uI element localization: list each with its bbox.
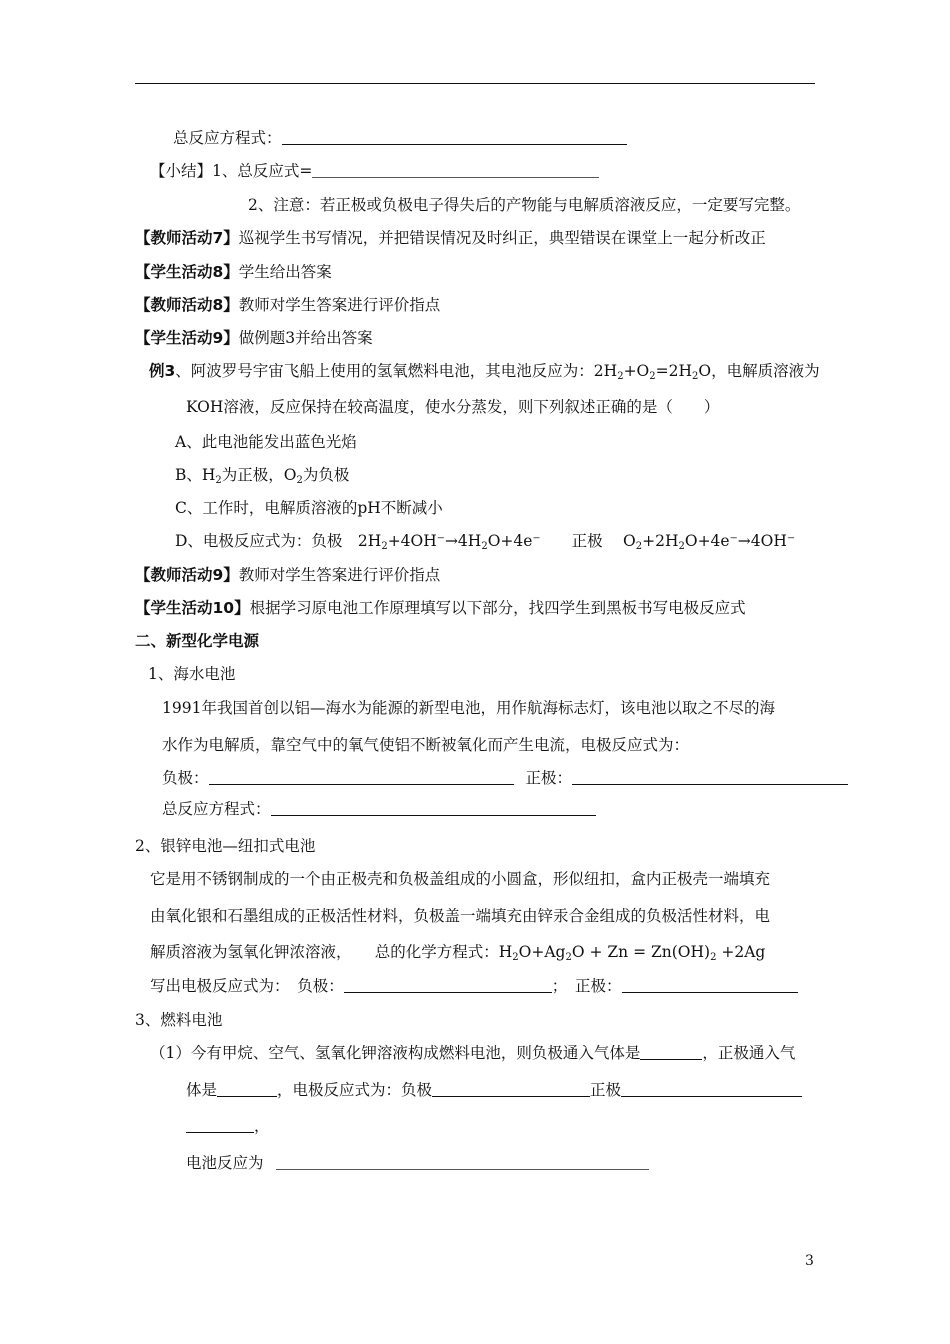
answer-blank[interactable] bbox=[271, 801, 596, 816]
activity-label: 【学生活动9】 bbox=[135, 329, 239, 347]
student-activity-8 bbox=[135, 262, 332, 282]
subscript: 2 bbox=[296, 475, 303, 486]
negative-label: 写出电极反应式为： 负极： bbox=[150, 977, 344, 995]
subscript: 2 bbox=[692, 371, 699, 382]
text: ， bbox=[254, 1117, 270, 1135]
negative-blank[interactable] bbox=[209, 770, 514, 785]
example-3-question bbox=[149, 361, 820, 381]
teacher-activity-8 bbox=[135, 295, 440, 315]
subscript: 2 bbox=[481, 541, 488, 552]
summary-line bbox=[150, 161, 599, 181]
text: 体是 bbox=[186, 1081, 218, 1099]
subsection-1-title: 1、海水电池 bbox=[148, 665, 236, 683]
silver-zinc-paragraph-2: 由氧化银和石墨组成的正极活性材料，负极盖一端填充由锌汞合金组成的负极活性材料，电 bbox=[150, 907, 771, 925]
negative-gas-blank[interactable] bbox=[640, 1045, 702, 1060]
text: =2H bbox=[655, 362, 693, 380]
label: 总反应方程式： bbox=[173, 129, 282, 147]
activity-text: 做例题3并给出答案 bbox=[238, 329, 373, 347]
note-line: 2、注意：若正极或负极电子得失后的产物能与电解质溶液反应，一定要写完整。 bbox=[248, 196, 801, 214]
option-c: C、工作时，电解质溶液的pH不断减小 bbox=[175, 499, 443, 517]
fuel-cell-question-1 bbox=[150, 1043, 795, 1063]
subscript: 2 bbox=[649, 371, 656, 382]
text: B、H bbox=[175, 466, 216, 484]
subscript: 2 bbox=[381, 541, 388, 552]
negative-blank[interactable] bbox=[344, 978, 552, 993]
text: +2Ag bbox=[716, 943, 766, 961]
positive-blank[interactable] bbox=[622, 978, 798, 993]
label: 总反应方程式： bbox=[162, 800, 271, 818]
text: O，电解质溶液为 bbox=[698, 362, 820, 380]
subscript: 2 bbox=[512, 952, 519, 963]
total-reaction-line bbox=[173, 128, 627, 148]
text: O+4e⁻ 正极 O bbox=[487, 532, 636, 550]
negative-electrode-blank[interactable] bbox=[432, 1082, 590, 1097]
activity-text: 巡视学生书写情况，并把错误情况及时纠正，典型错误在课堂上一起分析改正 bbox=[238, 229, 766, 247]
seawater-paragraph-2: 水作为电解质，靠空气中的氧气使铝不断被氧化而产生电流，电极反应式为： bbox=[162, 736, 690, 754]
option-b bbox=[175, 465, 349, 485]
silver-zinc-equation-line bbox=[150, 942, 765, 962]
text: 、阿波罗号宇宙飞船上使用的氢氧燃料电池，其电池反应为：2H bbox=[175, 362, 618, 380]
header-rule bbox=[135, 83, 815, 84]
negative-label: 负极： bbox=[162, 769, 209, 787]
activity-text: 教师对学生答案进行评价指点 bbox=[238, 296, 441, 314]
activity-label: 【学生活动10】 bbox=[135, 599, 250, 617]
option-d bbox=[175, 531, 795, 551]
text: 正极 bbox=[590, 1081, 622, 1099]
student-activity-10 bbox=[135, 598, 746, 618]
seawater-electrodes-line bbox=[162, 768, 848, 788]
activity-text: 教师对学生答案进行评价指点 bbox=[238, 566, 441, 584]
answer-blank[interactable] bbox=[186, 1118, 254, 1133]
subscript: 2 bbox=[710, 952, 717, 963]
teacher-activity-7 bbox=[135, 228, 766, 248]
seawater-total-line bbox=[162, 799, 596, 819]
subscript: 2 bbox=[678, 541, 685, 552]
page-number: 3 bbox=[805, 1253, 814, 1269]
subsection-2-title: 2、银锌电池—纽扣式电池 bbox=[135, 837, 316, 855]
teacher-activity-9 bbox=[135, 565, 440, 585]
silver-zinc-electrodes-line bbox=[150, 976, 798, 996]
option-a: A、此电池能发出蓝色光焰 bbox=[175, 433, 357, 451]
text: O + Zn = Zn(OH) bbox=[571, 943, 711, 961]
activity-label: 【教师活动7】 bbox=[135, 229, 239, 247]
summary-label: 【小结】1、总反应式= bbox=[150, 162, 313, 180]
activity-text: 根据学习原电池工作原理填写以下部分，找四学生到黑板书写电极反应式 bbox=[249, 599, 746, 617]
example-label: 例3 bbox=[149, 362, 176, 380]
subscript: 2 bbox=[617, 371, 624, 382]
positive-label: 正极： bbox=[525, 769, 573, 787]
positive-blank[interactable] bbox=[572, 770, 848, 785]
answer-blank[interactable] bbox=[312, 163, 599, 178]
text: +O bbox=[623, 362, 650, 380]
positive-electrode-blank[interactable] bbox=[621, 1082, 802, 1097]
positive-gas-blank[interactable] bbox=[217, 1082, 277, 1097]
subsection-3-title: 3、燃料电池 bbox=[135, 1011, 223, 1029]
text: +2H bbox=[642, 532, 679, 550]
subscript: 2 bbox=[635, 541, 643, 552]
subscript: 2 bbox=[565, 952, 572, 963]
text: （1）今有甲烷、空气、氢氧化钾溶液构成燃料电池，则负极通入气体是 bbox=[150, 1044, 641, 1062]
subscript: 2 bbox=[215, 475, 222, 486]
section-2-heading: 二、新型化学电源 bbox=[135, 632, 260, 650]
fuel-cell-question-3 bbox=[186, 1116, 270, 1136]
example-3-question-cont: KOH溶液，反应保持在较高温度，使水分蒸发，则下列叙述正确的是（ ） bbox=[186, 398, 720, 416]
text: 为负极 bbox=[302, 466, 350, 484]
silver-zinc-paragraph-1: 它是用不锈钢制成的一个由正极壳和负极盖组成的小圆盒，形似纽扣，盒内正极壳一端填充 bbox=[150, 870, 771, 888]
text: ，正极通入气 bbox=[702, 1044, 796, 1062]
fuel-cell-reaction-line bbox=[186, 1153, 649, 1173]
answer-blank[interactable] bbox=[276, 1155, 649, 1170]
text: +4OH⁻→4H bbox=[387, 532, 482, 550]
text: D、电极反应式为：负极 2H bbox=[175, 532, 382, 550]
fuel-cell-question-2 bbox=[186, 1080, 802, 1100]
activity-label: 【教师活动8】 bbox=[135, 296, 239, 314]
text: 解质溶液为氢氧化钾浓溶液， 总的化学方程式：H bbox=[150, 943, 513, 961]
text: 为正极，O bbox=[221, 466, 297, 484]
positive-label: ； 正极： bbox=[551, 977, 622, 995]
text: ，电极反应式为：负极 bbox=[277, 1081, 433, 1099]
activity-label: 【学生活动8】 bbox=[135, 263, 239, 281]
seawater-paragraph-1: 1991年我国首创以铝—海水为能源的新型电池，用作航海标志灯，该电池以取之不尽的海 bbox=[162, 699, 775, 717]
text: O+Ag bbox=[518, 943, 566, 961]
text: O+4e⁻→4OH⁻ bbox=[684, 532, 796, 550]
label: 电池反应为 bbox=[186, 1154, 264, 1172]
answer-blank[interactable] bbox=[282, 130, 627, 145]
student-activity-9 bbox=[135, 328, 373, 348]
activity-text: 学生给出答案 bbox=[238, 263, 332, 281]
activity-label: 【教师活动9】 bbox=[135, 566, 239, 584]
